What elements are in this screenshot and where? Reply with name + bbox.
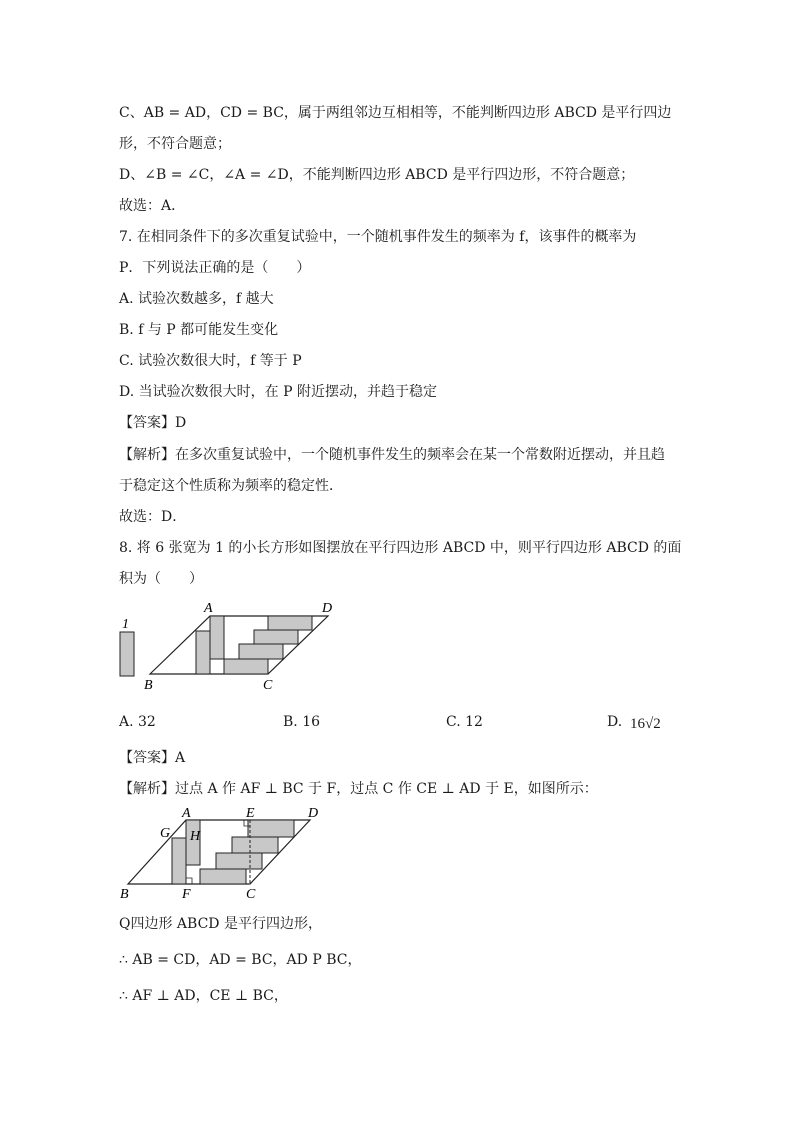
text-line: B. f 与 P 都可能发生变化 — [119, 322, 279, 338]
text-line: C、AB = AD，CD = BC，属于两组邻边互相相等，不能判断四边形 ABCD 是平行四边 — [119, 105, 672, 121]
label-F: F — [182, 887, 191, 902]
label-A: A — [204, 601, 213, 616]
option-d-value: 16√2 — [630, 716, 661, 732]
label-one: 1 — [122, 617, 129, 632]
text-line: 故选：D． — [119, 509, 187, 525]
explain-line: 【解析】过点 A 作 AF ⊥ BC 于 F，过点 C 作 CE ⊥ AD 于 E，如图所示： — [119, 781, 598, 797]
text-line: P．下列说法正确的是（ ） — [119, 260, 311, 276]
text-line: D、∠B = ∠C，∠A = ∠D，不能判断四边形 ABCD 是平行四边形，不符合题意； — [119, 167, 635, 183]
label-D: D — [308, 806, 319, 821]
proof-line-3: ∴ AF ⊥ AD，CE ⊥ BC， — [119, 988, 288, 1004]
label-C: C — [246, 887, 256, 902]
label-E: E — [246, 806, 255, 821]
label-D: D — [322, 601, 333, 616]
label-H: H — [190, 829, 201, 844]
text-line: A. 试验次数越多，f 越大 — [119, 291, 274, 307]
label-C: C — [263, 678, 273, 693]
figure-parallelogram-heights — [112, 804, 342, 904]
text-line: 【解析】在多次重复试验中，一个随机事件发生的频率会在某一个常数附近摆动，并且趋 — [119, 447, 665, 463]
label-A: A — [182, 806, 191, 821]
option-d-label: D. — [607, 714, 623, 730]
answer-label: 【答案】A — [119, 750, 186, 766]
text-line: D. 当试验次数很大时，在 P 附近摆动，并趋于稳定 — [119, 384, 437, 400]
text-line: 形，不符合题意； — [119, 136, 231, 152]
text-line: 7. 在相同条件下的多次重复试验中，一个随机事件发生的频率为 f，该事件的概率为 — [119, 229, 637, 245]
text-line: 积为（ ） — [119, 571, 203, 587]
label-B: B — [120, 887, 129, 902]
text-line: 于稳定这个性质称为频率的稳定性． — [119, 478, 343, 494]
option-a: A. 32 — [119, 714, 156, 730]
proof-line-1: Q四边形 ABCD 是平行四边形， — [119, 916, 322, 932]
text-line: 【答案】D — [119, 415, 187, 431]
label-B: B — [144, 678, 153, 693]
option-b: B. 16 — [283, 714, 321, 730]
text-line: 故选：A． — [119, 198, 186, 214]
label-G: G — [160, 826, 171, 841]
text-line: C. 试验次数很大时，f 等于 P — [119, 353, 302, 369]
proof-line-2: ∴ AB = CD，AD = BC，AD P BC， — [119, 952, 362, 968]
option-c: C. 12 — [446, 714, 483, 730]
text-line: 8. 将 6 张宽为 1 的小长方形如图摆放在平行四边形 ABCD 中，则平行四边形 ABCD 的面 — [119, 540, 682, 556]
figure-parallelogram-rectangles — [112, 600, 352, 710]
